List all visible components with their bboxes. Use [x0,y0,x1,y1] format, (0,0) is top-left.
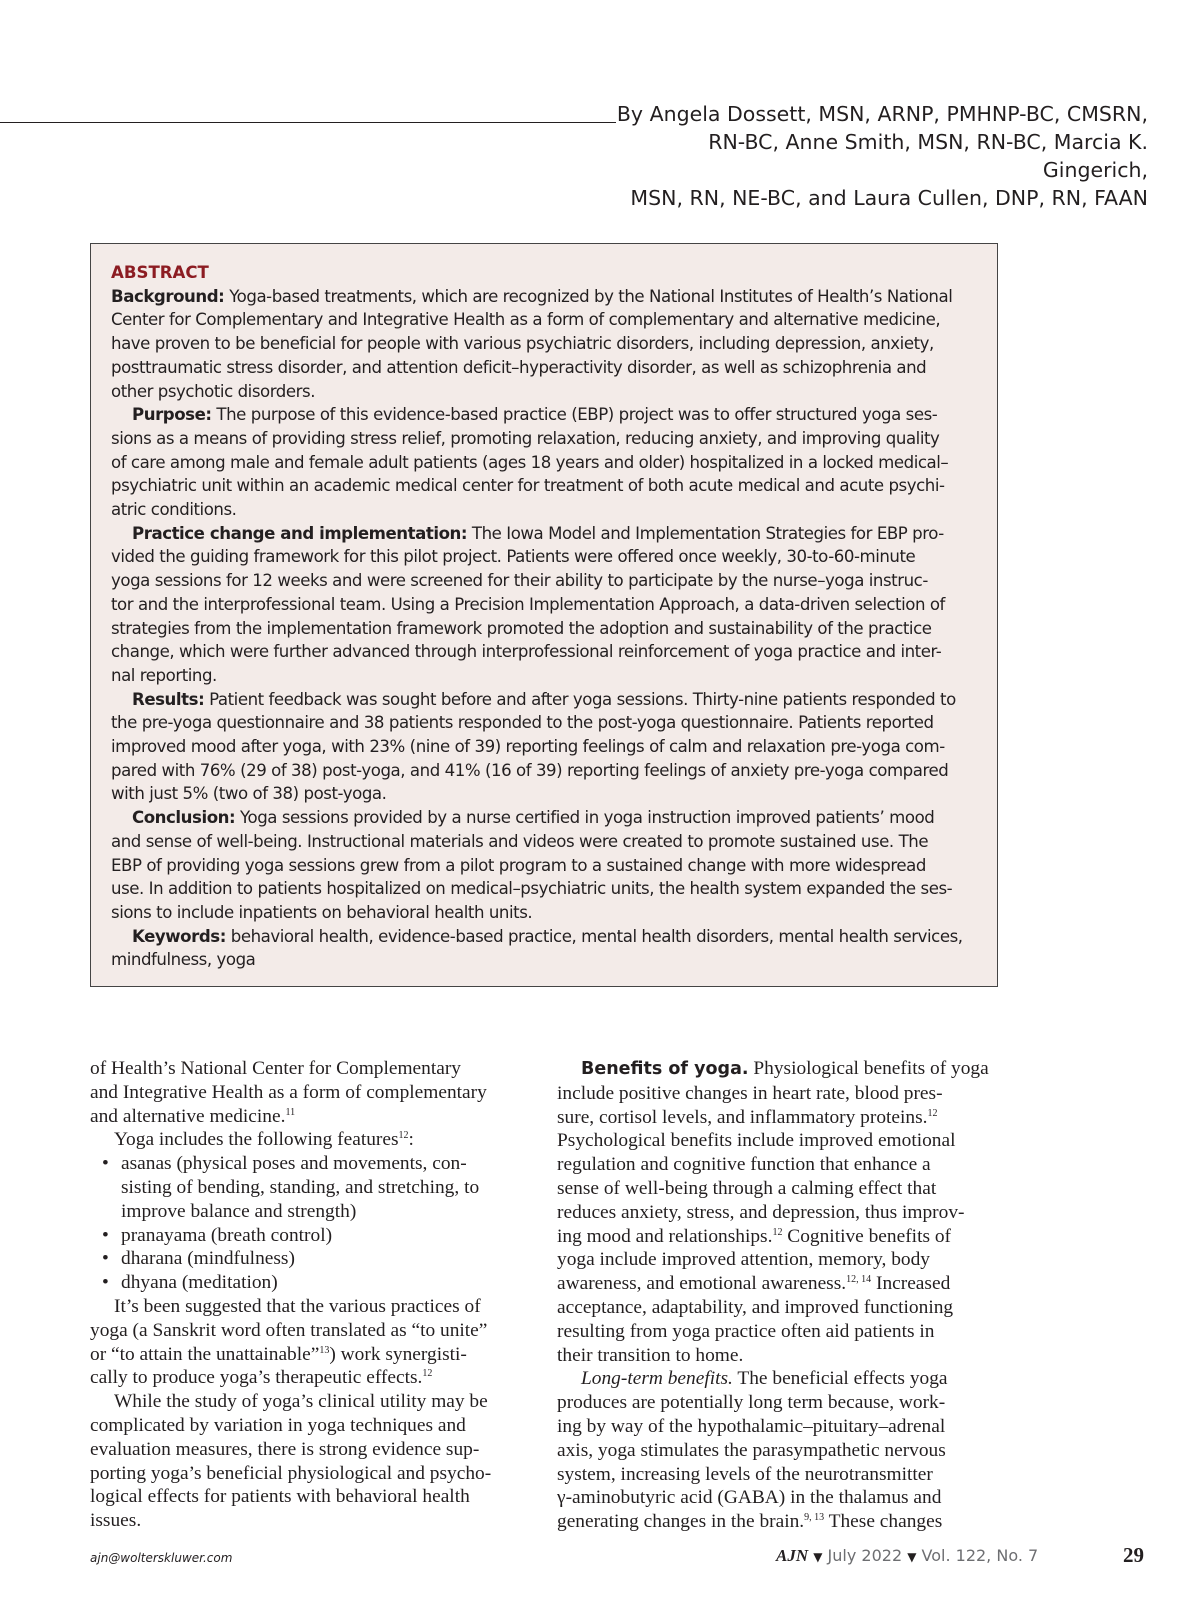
body-text: The beneficial effects yoga [732,1368,948,1390]
body-line: include positive changes in heart rate, blood pres- [557,1082,943,1104]
body-line: resulting from yoga practice often aid patients in [557,1320,935,1342]
body-line: It’s been suggested that the various practices of [114,1295,481,1317]
body-line [557,1225,997,1249]
bullet-item [90,1152,530,1176]
body-line: regulation and cognitive function that enhance a [557,1154,931,1176]
abstract-text: behavioral health, evidence-based practice, mental health disorders, mental health services, [225,926,963,946]
keywords-label: Keywords: [132,926,226,946]
abstract-line: improved mood after yoga, with 23% (nine of 39) reporting feelings of calm and relaxation pre-yoga com- [111,737,945,757]
bullet-continuation: sisting of bending, standing, and stretching, to [121,1176,480,1198]
body-line: γ-aminobutyric acid (GABA) in the thalamus and [557,1487,942,1509]
bullet-item [90,1247,530,1271]
abstract-line: sions to include inpatients on behavioral health units. [111,902,533,922]
bullet-text: dharana (mindfulness) [121,1248,295,1270]
body-line: reduces anxiety, stress, and depression, thus improv- [557,1201,965,1223]
abstract-line: strategies from the implementation framework promoted the adoption and sustainability of the practice [111,618,932,638]
abstract-line: vided the guiding framework for this pilot project. Patients were offered once weekly, 30-to-60-minute [111,547,916,567]
volume-number: Vol. 122, No. 7 [916,1546,1039,1565]
body-text: or “to attain the unattainable” [90,1343,320,1365]
body-line: ing by way of the hypothalamic–pituitary–adrenal [557,1415,946,1437]
author-byline [600,100,1148,212]
abstract-line: tor and the interprofessional team. Using a Precision Implementation Approach, a data-driven selection of [111,594,945,614]
abstract-text: The purpose of this evidence-based practice (EBP) project was to offer structured yoga ses- [211,405,938,425]
bullet-text: dhyana (meditation) [121,1272,278,1294]
triangle-icon: ▼ [813,1550,823,1564]
abstract-line [111,285,977,309]
practice-label: Practice change and implementation: [132,523,468,543]
body-line: Psychological benefits include improved emotional [557,1130,956,1152]
bullet-icon: • [102,1248,109,1270]
abstract-line [111,688,977,712]
body-text: sure, cortisol levels, and inflammatory proteins. [557,1106,928,1128]
body-text: ) work synergisti- [329,1343,467,1365]
abstract-line: have proven to be beneficial for people with various psychiatric disorders, including depression, anxiety, [111,334,934,354]
abstract-line: yoga sessions for 12 weeks and were screened for their ability to participate by the nurse–yoga instruc- [111,571,928,591]
abstract-text: The Iowa Model and Implementation Strategies for EBP pro- [467,523,944,543]
bullet-item [90,1224,530,1248]
page-number: 29 [1123,1543,1144,1567]
body-line: system, increasing levels of the neurotransmitter [557,1463,933,1485]
header-rule [0,122,616,123]
body-line: yoga (a Sanskrit word often translated as “to unite” [90,1319,488,1341]
body-text: generating changes in the brain. [557,1511,805,1533]
body-text: Cognitive benefits of [782,1225,951,1247]
abstract-line: other psychotic disorders. [111,381,316,401]
abstract-line: nal reporting. [111,665,217,685]
abstract-box [90,243,998,987]
section-run-in-heading: Benefits of yoga. [581,1059,749,1079]
body-line [557,1057,997,1082]
section-run-in-subheading: Long-term benefits. [581,1368,733,1390]
bullet-item [90,1271,530,1295]
abstract-line: pared with 76% (29 of 38) post-yoga, and 41% (16 of 39) reporting feelings of anxiety pre-yoga compared [111,760,949,780]
abstract-line [111,925,977,949]
body-line: evaluation measures, there is strong evidence sup- [90,1438,480,1460]
abstract-line: sions as a means of providing stress relief, promoting relaxation, reducing anxiety, and improving quality [111,428,940,448]
abstract-line: the pre-yoga questionnaire and 38 patients responded to the post-yoga questionnaire. Patients reported [111,713,934,733]
abstract-line [111,522,977,546]
bullet-icon: • [102,1153,109,1175]
abstract-text: Yoga sessions provided by a nurse certified in yoga instruction improved patients’ mood [235,808,935,828]
abstract-text: Patient feedback was sought before and after yoga sessions. Thirty-nine patients responded to [204,689,956,709]
body-line: their transition to home. [557,1344,744,1366]
body-line: acceptance, adaptability, and improved functioning [557,1296,954,1318]
body-line: complicated by variation in yoga techniques and [90,1414,466,1436]
abstract-line: psychiatric unit within an academic medical center for treatment of both acute medical and acute psychi- [111,476,945,496]
body-line [90,1366,530,1390]
byline-line: MSN, RN, NE-BC, and Laura Cullen, DNP, RN, FAAN [630,186,1148,210]
abstract-line [111,806,977,830]
abstract-line [111,403,977,427]
abstract-text: Yoga-based treatments, which are recognized by the National Institutes of Health’s National [224,286,953,306]
body-text: awareness, and emotional awareness. [557,1273,847,1295]
reference-superscript: 12 [398,1130,409,1142]
footer-journal-info [776,1546,1038,1566]
purpose-label: Purpose: [132,405,212,425]
triangle-icon: ▼ [907,1550,917,1564]
body-line: issues. [90,1510,142,1532]
byline-line: By Angela Dossett, MSN, ARNP, PMHNP-BC, CMSRN, [616,102,1148,126]
results-label: Results: [132,689,205,709]
body-line: yoga include improved attention, memory, body [557,1249,931,1271]
body-text: ing mood and relationships. [557,1225,773,1247]
body-text: These changes [824,1511,943,1533]
body-text: cally to produce yoga’s therapeutic effects. [90,1367,423,1389]
body-line: porting yoga’s beneficial physiological and psycho- [90,1462,492,1484]
conclusion-label: Conclusion: [132,808,236,828]
bullet-text: pranayama (breath control) [121,1224,333,1246]
body-line [90,1128,530,1152]
body-line: and Integrative Health as a form of complementary [90,1081,487,1103]
body-line [557,1106,997,1130]
body-line: sense of well-being through a calming effect that [557,1177,937,1199]
issue-date: July 2022 [822,1546,908,1565]
reference-superscript: 12 [422,1368,433,1380]
body-line [90,1343,530,1367]
background-label: Background: [111,286,225,306]
body-text: and alternative medicine. [90,1105,286,1127]
right-column [557,1057,997,1534]
body-line: of Health’s National Center for Complementary [90,1058,462,1079]
bullet-icon: • [102,1224,109,1246]
reference-superscript: 11 [285,1106,296,1118]
abstract-line: Center for Complementary and Integrative Health as a form of complementary and alternative medicine, [111,310,941,330]
body-text: Increased [871,1273,951,1295]
footer-email-link[interactable]: ajn@wolterskluwer.com [90,1551,233,1565]
body-line: While the study of yoga’s clinical utility may be [114,1391,488,1413]
byline-line: RN-BC, Anne Smith, MSN, RN-BC, Marcia K. Gingerich, [708,130,1148,182]
body-text: : [408,1129,414,1151]
body-line: axis, yoga stimulates the parasympathetic nervous [557,1439,946,1461]
body-line: produces are potentially long term because, work- [557,1392,946,1414]
journal-name: AJN [776,1546,809,1565]
body-text: Physiological benefits of yoga [748,1058,989,1079]
body-line [557,1367,997,1391]
abstract-line: posttraumatic stress disorder, and attention deficit–hyperactivity disorder, as well as schizophrenia and [111,357,927,377]
abstract-line: mindfulness, yoga [111,950,256,970]
abstract-line: EBP of providing yoga sessions grew from a pilot program to a sustained change with more widespread [111,855,926,875]
abstract-line: change, which were further advanced through interprofessional reinforcement of yoga practice and inter- [111,642,942,662]
abstract-line: with just 5% (two of 38) post-yoga. [111,784,387,804]
body-line [90,1105,530,1129]
abstract-title: ABSTRACT [111,263,209,282]
abstract-line: use. In addition to patients hospitalized on medical–psychiatric units, the health system expanded the ses- [111,879,953,899]
reference-superscript: 12 [927,1107,938,1119]
body-text: Yoga includes the following features [114,1129,399,1151]
bullet-text: asanas (physical poses and movements, con- [121,1153,467,1175]
abstract-line: atric conditions. [111,500,237,520]
reference-superscript: 12 [772,1226,783,1238]
body-line [557,1510,997,1534]
bullet-icon: • [102,1272,109,1294]
reference-superscript: 13 [319,1344,330,1356]
reference-superscript: 12, 14 [846,1274,872,1286]
body-line [557,1272,997,1296]
bullet-continuation: improve balance and strength) [121,1200,357,1222]
reference-superscript: 9, 13 [804,1512,825,1524]
body-line: logical effects for patients with behavioral health [90,1486,470,1508]
left-column [90,1057,530,1533]
abstract-line: of care among male and female adult patients (ages 18 years and older) hospitalized in a locked medical– [111,452,949,472]
abstract-line: and sense of well-being. Instructional materials and videos were created to promote sustained use. The [111,831,929,851]
